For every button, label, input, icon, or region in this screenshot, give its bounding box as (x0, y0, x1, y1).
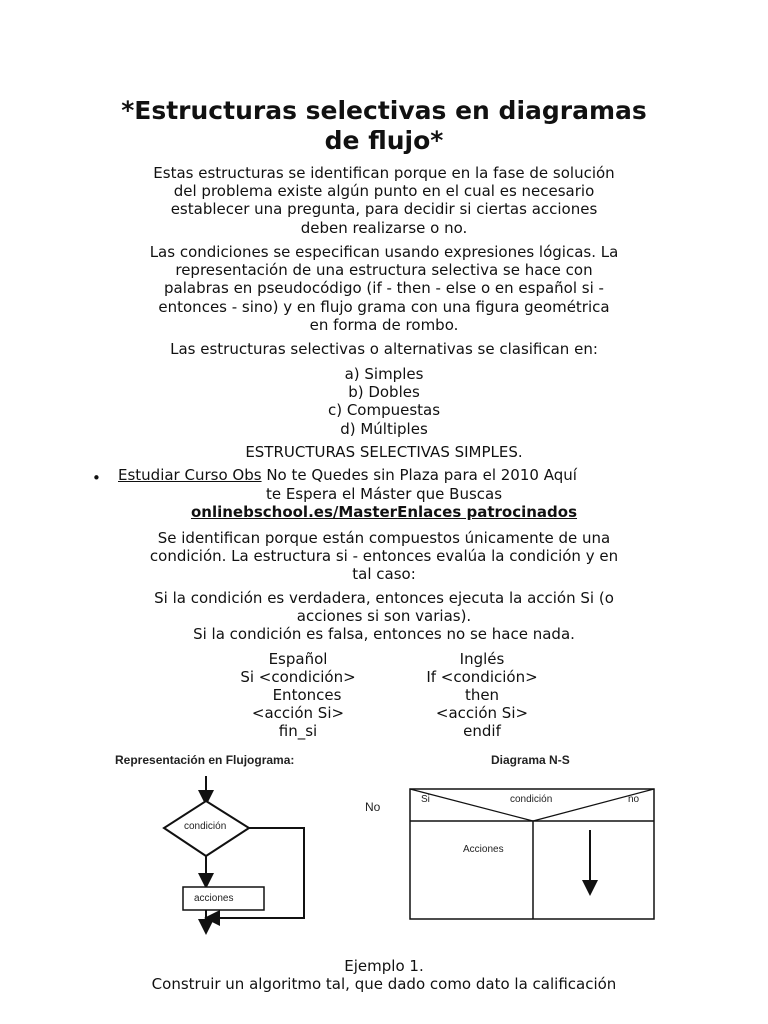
type-item: b) Dobles (348, 383, 420, 402)
ad-sponsor-link[interactable]: Enlaces patrocinados (397, 503, 578, 521)
intro-line: deben realizarse o no. (300, 218, 468, 237)
spanish-line: Español (268, 650, 328, 668)
ad-line-2: te Espera el Máster que Buscas (265, 485, 503, 503)
rule-line: Si la condición es verdadera, entonces ejecuta la acción Si (o (154, 589, 614, 607)
ns-title: Diagrama N-S (491, 753, 570, 767)
spanish-line: <acción Si> (251, 704, 345, 722)
type-item: d) Múltiples (340, 419, 428, 438)
simple-desc-line: Se identifican porque están compuestos únicamente de una (157, 529, 611, 547)
action-label: acciones (194, 893, 234, 904)
example-text: Construir un algoritmo tal, que dado como dato la calificación (151, 975, 617, 994)
diamond-label: condición (184, 821, 227, 832)
simple-desc-line: condición. La estructura si - entonces evalúa la condición y en (149, 547, 619, 566)
spanish-line: Entonces (272, 686, 342, 704)
rule-line: acciones si son varias). (296, 607, 472, 626)
conditions-line: representación de una estructura selectiva se hace con (175, 261, 593, 280)
ad-text-1: No te Quedes sin Plaza para el 2010 Aquí (261, 466, 577, 484)
english-line: <acción Si> (435, 704, 529, 722)
rule-line: Si la condición es falsa, entonces no se hace nada. (193, 625, 575, 644)
type-item: a) Simples (344, 365, 424, 383)
conditions-line: palabras en pseudocódigo (if - then - else o en español si - (164, 279, 604, 298)
conditions-line: entonces - sino) y en flujo grama con una figura geométrica (158, 297, 610, 316)
example-title: Ejemplo 1. (344, 957, 424, 975)
ns-actions-label: Acciones (463, 844, 504, 855)
flowchart-title: Representación en Flujograma: (115, 753, 295, 767)
classify-intro-text: Las estructuras selectivas o alternativas se clasifican en: (170, 340, 598, 358)
conditions-line: en forma de rombo. (309, 315, 459, 334)
type-item: c) Compuestas (327, 401, 441, 420)
english-line: then (464, 686, 500, 704)
english-line: Inglés (459, 650, 505, 668)
ns-condition-label: condición (510, 794, 553, 805)
ns-si-label: Si (421, 794, 430, 805)
ad-url-link[interactable]: onlinebschool.es/Master (190, 503, 398, 521)
no-label: No (365, 800, 381, 814)
simple-desc-line: tal caso: (352, 565, 416, 584)
ns-no-label: no (628, 794, 640, 805)
conditions-line: Las condiciones se especifican usando expresiones lógicas. La (149, 243, 619, 261)
ad-link[interactable]: Estudiar Curso Obs (118, 466, 262, 484)
section-heading-text: ESTRUCTURAS SELECTIVAS SIMPLES. (245, 443, 523, 461)
bullet-icon: • (92, 469, 101, 487)
spanish-line: fin_si (278, 722, 318, 740)
intro-line: establecer una pregunta, para decidir si ciertas acciones (170, 200, 598, 219)
english-line: endif (463, 722, 501, 740)
title-line-2: de flujo* (324, 126, 444, 155)
example-block (100, 957, 668, 993)
title-line-1: *Estructuras selectivas en diagramas (121, 96, 647, 125)
intro-line: del problema existe algún punto en el cual es necesario (173, 182, 595, 201)
spanish-line: Si <condición> (240, 668, 356, 686)
ns-outer-box (410, 789, 654, 919)
intro-line: Estas estructuras se identifican porque en la fase de solución (153, 164, 615, 182)
english-line: If <condición> (426, 668, 538, 686)
